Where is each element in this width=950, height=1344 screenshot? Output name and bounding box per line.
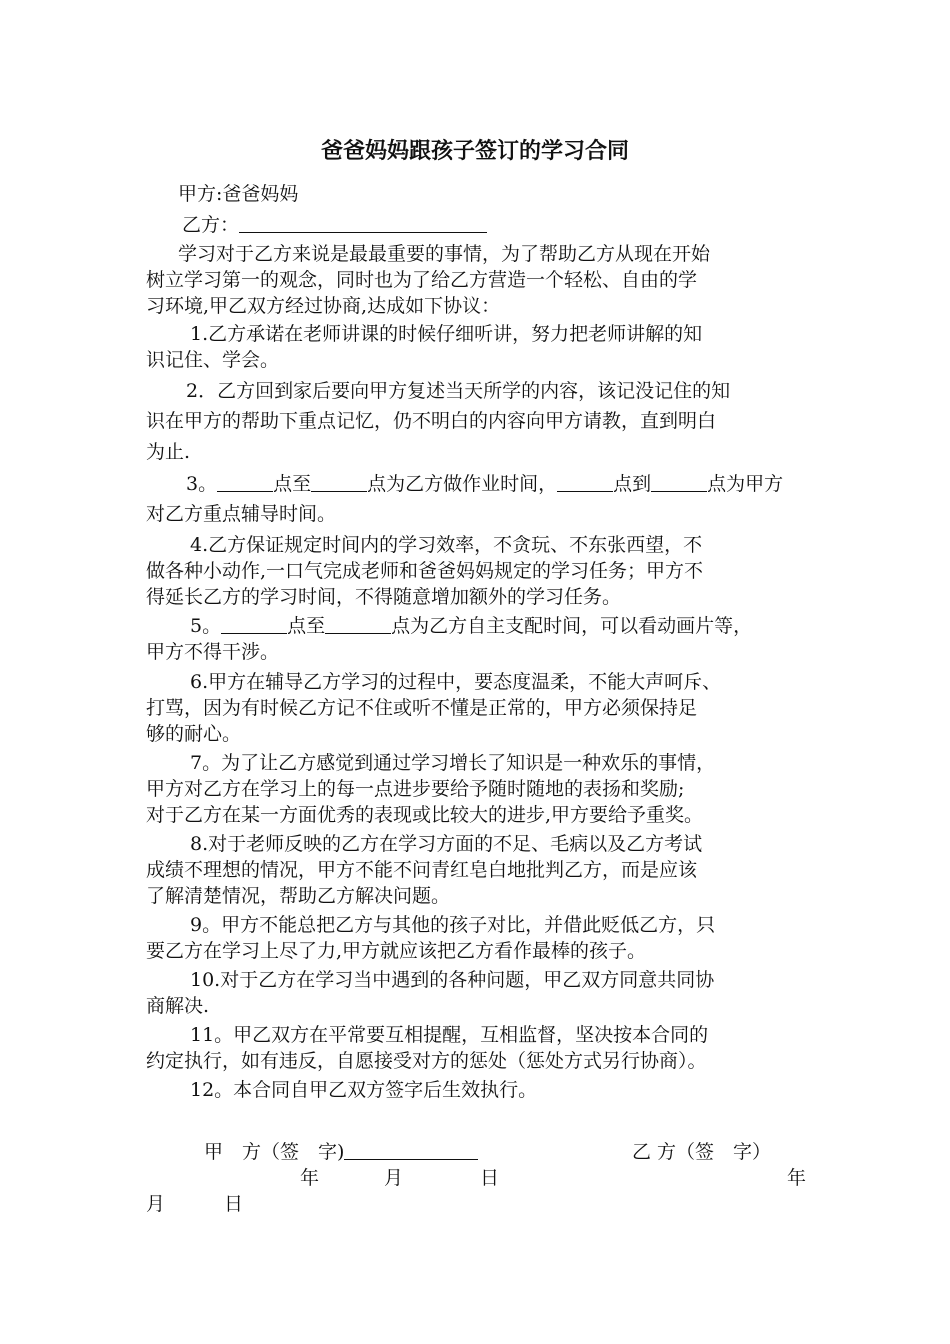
clause-line: 8.对于老师反映的乙方在学习方面的不足、毛病以及乙方考试 bbox=[190, 833, 703, 855]
clause-line: 了解清楚情况，帮助乙方解决问题。 bbox=[146, 885, 451, 907]
party-b-blank bbox=[239, 214, 487, 233]
intro-line: 学习对于乙方来说是最最重要的事情，为了帮助乙方从现在开始 bbox=[178, 243, 711, 265]
party-b-line bbox=[182, 213, 487, 237]
clause-line: 够的耐心。 bbox=[146, 723, 242, 745]
signature-blank bbox=[344, 1141, 478, 1160]
clause-line: 9。甲方不能总把乙方与其他的孩子对比，并借此贬低乙方，只 bbox=[190, 914, 716, 936]
party-b-signature: 乙 方（签 字） bbox=[632, 1141, 772, 1163]
time-blank bbox=[325, 615, 391, 634]
time-blank bbox=[311, 473, 367, 492]
clause-line: 1.乙方承诺在老师讲课的时候仔细听讲，努力把老师讲解的知 bbox=[190, 323, 703, 345]
clause-line: 成绩不理想的情况，甲方不能不问青红皂白地批判乙方，而是应该 bbox=[146, 859, 698, 881]
clause-line: 7。为了让乙方感觉到通过学习增长了知识是一种欢乐的事情， bbox=[190, 752, 716, 774]
intro-line: 树立学习第一的观念，同时也为了给乙方营造一个轻松、自由的学 bbox=[146, 269, 698, 291]
clause-text: 点至 bbox=[287, 615, 326, 637]
clause-line: 打骂，因为有时候乙方记不住或听不懂是正常的，甲方必须保持足 bbox=[146, 697, 698, 719]
party-a-line: 甲方:爸爸妈妈 bbox=[178, 183, 299, 205]
clause-line: 11。甲乙双方在平常要互相提醒，互相监督，坚决按本合同的 bbox=[190, 1024, 709, 1046]
date-day: 日 bbox=[224, 1193, 244, 1215]
clause-line: 6.甲方在辅导乙方学习的过程中，要态度温柔，不能大声呵斥、 bbox=[190, 671, 722, 693]
clause-line: 识记住、学会。 bbox=[146, 349, 280, 371]
clause-number: 5。 bbox=[190, 615, 222, 637]
time-blank bbox=[217, 473, 273, 492]
clause-line: 甲方对乙方在学习上的每一点进步要给予随时随地的表扬和奖励; bbox=[146, 778, 685, 800]
clause-line bbox=[190, 614, 752, 638]
time-blank bbox=[221, 615, 287, 634]
clause-text: 点为乙方自主支配时间，可以看动画片等， bbox=[391, 615, 753, 637]
clause-line: 要乙方在学习上尽了力,甲方就应该把乙方看作最棒的孩子。 bbox=[146, 940, 647, 962]
clause-line bbox=[186, 472, 783, 496]
party-b-label: 乙方： bbox=[182, 214, 240, 236]
date-year: 年 bbox=[300, 1167, 320, 1189]
intro-line: 习环境,甲乙双方经过协商,达成如下协议： bbox=[146, 295, 501, 317]
clause-line: 约定执行，如有违反，自愿接受对方的惩处（惩处方式另行协商）。 bbox=[146, 1050, 707, 1072]
clause-line: 甲方不得干涉。 bbox=[146, 641, 280, 663]
clause-line: 10.对于乙方在学习当中遇到的各种问题，甲乙双方同意共同协 bbox=[190, 969, 715, 991]
date-day: 日 bbox=[480, 1167, 500, 1189]
clause-line: 对乙方重点辅导时间。 bbox=[146, 503, 337, 525]
clause-text: 点为甲方 bbox=[707, 473, 784, 495]
clause-line: 商解决. bbox=[146, 995, 210, 1017]
clause-line: 得延长乙方的学习时间，不得随意增加额外的学习任务。 bbox=[146, 586, 622, 608]
page-title: 爸爸妈妈跟孩子签订的学习合同 bbox=[320, 139, 629, 164]
date-month: 月 bbox=[384, 1167, 404, 1189]
clause-text: 点到 bbox=[613, 473, 652, 495]
clause-line: 12。本合同自甲乙双方签字后生效执行。 bbox=[190, 1079, 538, 1101]
time-blank bbox=[651, 473, 707, 492]
date-year: 年 bbox=[787, 1167, 807, 1189]
clause-line: 4.乙方保证规定时间内的学习效率，不贪玩、不东张西望，不 bbox=[190, 534, 703, 556]
clause-number: 3。 bbox=[186, 473, 218, 495]
time-blank bbox=[557, 473, 613, 492]
clause-line: 对于乙方在某一方面优秀的表现或比较大的进步,甲方要给予重奖。 bbox=[146, 804, 704, 826]
clause-line: 2．乙方回到家后要向甲方复述当天所学的内容，该记没记住的知 bbox=[186, 380, 731, 402]
clause-text: 点至 bbox=[273, 473, 312, 495]
date-month: 月 bbox=[146, 1193, 166, 1215]
party-a-signature-label: 甲 方（签 字) bbox=[204, 1141, 345, 1163]
clause-line: 为止. bbox=[146, 441, 191, 463]
clause-line: 做各种小动作,一口气完成老师和爸爸妈妈规定的学习任务；甲方不 bbox=[146, 560, 704, 582]
party-a-signature bbox=[204, 1140, 478, 1164]
clause-text: 点为乙方做作业时间， bbox=[367, 473, 558, 495]
clause-line: 识在甲方的帮助下重点记忆，仍不明白的内容向甲方请教，直到明白 bbox=[146, 410, 717, 432]
